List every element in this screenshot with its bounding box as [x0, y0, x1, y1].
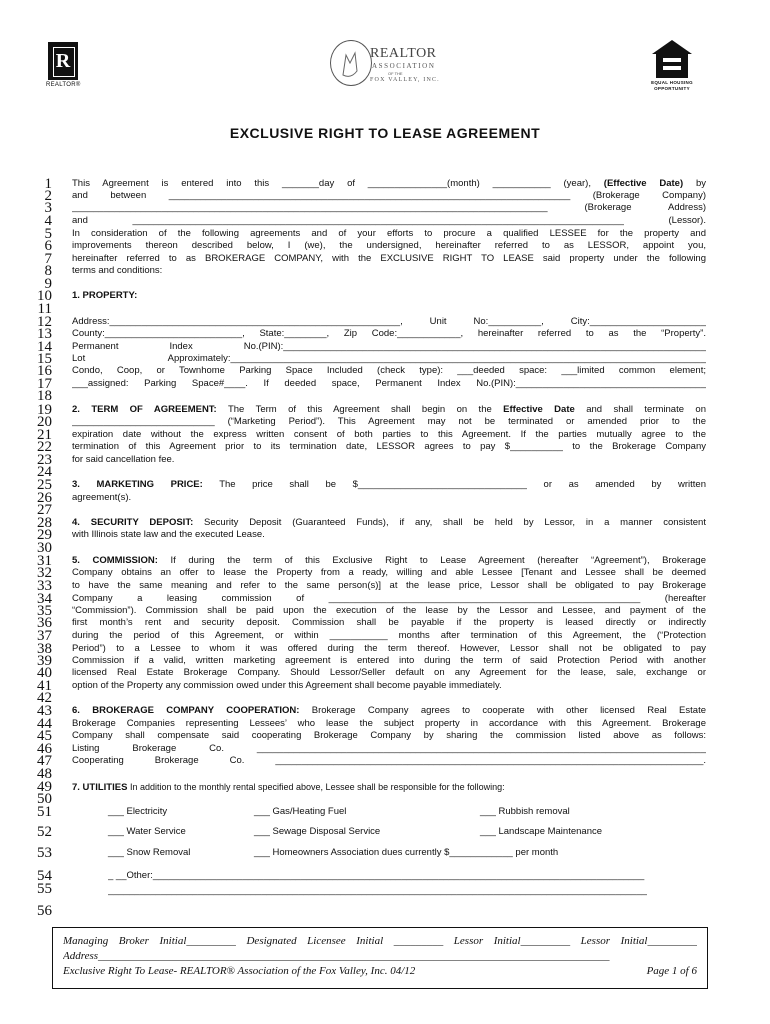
line-6: improvements thereon described below, I (we), the undersigned, hereinafter referred to as LESSOR, appoint you, — [72, 240, 706, 251]
line-1-text: This Agreement is entered into this _______day of _______________(month) ___________ (year), — [72, 178, 604, 189]
line-number: 52 — [37, 824, 52, 840]
section-6-heading: 6. BROKERAGE COMPANY COOPERATION: — [72, 705, 300, 716]
line-15: Lot Approximately:__________________________________________________________________________________________ — [72, 353, 706, 364]
line-number: 16 — [37, 363, 52, 379]
line-number: 3 — [44, 200, 52, 216]
line-number: 38 — [37, 641, 52, 657]
line-number: 30 — [37, 540, 52, 556]
line-number: 37 — [37, 628, 52, 644]
line-49 — [72, 781, 706, 794]
association-line3: OF THE — [388, 71, 403, 76]
line-number: 27 — [37, 502, 52, 518]
line-number: 47 — [37, 753, 52, 769]
line-number: 25 — [37, 477, 52, 493]
realtor-logo — [48, 42, 78, 80]
utility-snow: ___ Snow Removal — [108, 847, 191, 858]
line-35: “Commission”). Commission shall be paid upon the execution of the lease by the Lessor and Lessee, and payment of the — [72, 605, 706, 616]
line-19 — [72, 404, 706, 416]
line-number: 20 — [37, 414, 52, 430]
line-4: and _____________________________________________________________________________________________ (Lessor). — [72, 215, 706, 226]
line-number: 11 — [37, 301, 52, 317]
line-number: 54 — [37, 868, 52, 884]
line-number: 14 — [37, 339, 52, 355]
line-12: Address:_______________________________________________________, Unit No:__________, City:______________________ — [72, 316, 706, 327]
section-2-heading: 2. TERM OF AGREEMENT: — [72, 404, 217, 415]
line-number: 19 — [37, 402, 52, 418]
line-25-text: The price shall be $________________________________ or as amended by written — [202, 479, 706, 490]
line-number: 48 — [37, 766, 52, 782]
utility-electricity: ___ Electricity — [108, 806, 168, 817]
line-40: licensed Real Estate Brokerage Company. Should Lessor/Seller default on any Agreement for the lease, sale, exchange or — [72, 667, 706, 678]
line-number: 18 — [37, 388, 52, 404]
line-28-text: Security Deposit (Guaranteed Funds), if any, shall be held by Lessor, in a manner consistent — [193, 517, 706, 528]
utility-sewage: ___ Sewage Disposal Service — [254, 826, 381, 837]
utility-other-line2: ______________________________________________________________________________________________________ — [108, 885, 647, 896]
line-number: 36 — [37, 615, 52, 631]
line-47: Cooperating Brokerage Co. _________________________________________________________________________________. — [72, 755, 706, 766]
footer-address: Address_____________________________________________________________________________________________ — [63, 950, 610, 962]
line-number: 33 — [37, 578, 52, 594]
line-41: option of the Property any commission owed under this Agreement shall become payable immediately. — [72, 680, 502, 691]
line-number: 6 — [44, 238, 52, 254]
line-44: Brokerage Companies representing Lessees’ who lease the subject property in accordance with this Agreement. Brokerage — [72, 718, 706, 729]
line-number: 12 — [37, 314, 52, 330]
line-22: termination of this Agreement prior to its termination date, LESSOR agrees to pay $__________ to the Brokerage Company — [72, 441, 706, 452]
line-1-end: by — [683, 178, 706, 189]
association-logo — [330, 40, 480, 90]
line-45: Company shall compensate said cooperating Brokerage Company by sharing the commission listed above as follows: — [72, 730, 706, 741]
line-31 — [72, 555, 706, 567]
line-number: 32 — [37, 565, 52, 581]
line-number: 46 — [37, 741, 52, 757]
equal-housing-caption-2: OPPORTUNITY — [654, 86, 690, 91]
line-number: 4 — [44, 213, 52, 229]
line-16: Condo, Coop, or Townhome Parking Space Included (check type): ___deeded space: ___limited common element; — [72, 365, 706, 376]
line-number: 15 — [37, 351, 52, 367]
line-number: 23 — [37, 452, 52, 468]
section-1-heading: 1. PROPERTY: — [72, 290, 138, 301]
equal-housing-caption-1: EQUAL HOUSING — [651, 80, 693, 85]
line-number: 34 — [37, 591, 52, 607]
line-32: Company obtains an offer to lease the Property from a ready, willing and able Lessee [Tenant and Lessee shall be deemed — [72, 567, 706, 578]
utility-water: ___ Water Service — [108, 826, 186, 837]
line-number: 1 — [44, 176, 52, 192]
line-49-text: In addition to the monthly rental specified above, Lessee shall be responsible for the following: — [127, 782, 505, 792]
line-23: for said cancellation fee. — [72, 454, 175, 465]
line-21: expiration date without the express written consent of both parties to this Agreement. If the parties mutually agree to the — [72, 429, 706, 440]
line-number: 44 — [37, 716, 52, 732]
line-29: with Illinois state law and the executed Lease. — [72, 529, 265, 540]
line-number: 56 — [37, 903, 52, 919]
footer-page-number: Page 1 of 6 — [646, 965, 697, 977]
line-5: In consideration of the following agreements and of your efforts to procure a qualified LESSEE for the property and — [72, 228, 706, 239]
equal-housing-icon — [650, 38, 694, 80]
line-number: 42 — [37, 690, 52, 706]
line-28 — [72, 517, 706, 529]
line-number: 49 — [37, 779, 52, 795]
line-19-text: The Term of this Agreement shall begin on the — [216, 404, 504, 415]
line-number: 28 — [37, 515, 52, 531]
footer-initials: Managing Broker Initial_________ Designated Licensee Initial _________ Lessor Initial_________ Lessor Initial_________ — [63, 935, 697, 947]
line-number: 10 — [37, 288, 52, 304]
line-31-text: If during the term of this Exclusive Right to Lease Agreement (hereafter “Agreement”), Brokerage — [157, 555, 706, 566]
line-number: 24 — [37, 464, 52, 480]
line-number: 51 — [37, 804, 52, 820]
realtor-logo-letter: R — [55, 50, 71, 72]
line-26: agreement(s). — [72, 492, 132, 503]
realtor-caption: REALTOR® — [46, 82, 81, 88]
line-number: 50 — [37, 791, 52, 807]
section-3-heading: 3. MARKETING PRICE: — [72, 479, 203, 490]
line-number: 8 — [44, 263, 52, 279]
utility-rubbish: ___ Rubbish removal — [480, 806, 570, 817]
utility-gas: ___ Gas/Heating Fuel — [254, 806, 347, 817]
line-number: 13 — [37, 326, 52, 342]
section-7-heading: 7. UTILITIES — [72, 782, 128, 793]
line-17: ___assigned: Parking Space#____. If deeded space, Permanent Index No.(PIN):____________________________________ — [72, 378, 706, 389]
line-number: 55 — [37, 881, 52, 897]
line-14: Permanent Index No.(PIN):________________________________________________________________________________ — [72, 341, 706, 352]
line-43-text: Brokerage Company agrees to cooperate with other licensed Real Estate — [299, 705, 706, 716]
line-19-end: and shall terminate on — [574, 404, 706, 415]
line-8: terms and conditions: — [72, 265, 163, 276]
line-number: 45 — [37, 728, 52, 744]
line-number: 53 — [37, 845, 52, 861]
line-34: Company a leasing commission of ___________________________________________________________ (hereafter — [72, 593, 706, 604]
section-5-heading: 5. COMMISSION: — [72, 555, 158, 566]
fox-icon — [330, 40, 372, 86]
footer-box — [52, 927, 708, 989]
line-20: ___________________________ (“Marketing Period”). This Agreement may not be terminated or amended prior to the — [72, 416, 706, 427]
line-37: during the period of this Agreement, or within ___________ months after termination of this Agreement, the (“Protection — [72, 630, 706, 641]
line-number: 5 — [44, 226, 52, 242]
effective-date-label: (Effective Date) — [603, 178, 684, 189]
footer-form-name: Exclusive Right To Lease- REALTOR® Association of the Fox Valley, Inc. 04/12 — [63, 965, 416, 977]
line-13: County:__________________________, State:________, Zip Code:____________, hereinafter referred to as the “Property”. — [72, 328, 706, 339]
line-number: 39 — [37, 653, 52, 669]
line-number: 43 — [37, 703, 52, 719]
line-39: Commission if a valid, written marketing agreement is entered into during the term of said Protection Period with another — [72, 655, 706, 666]
page-title: EXCLUSIVE RIGHT TO LEASE AGREEMENT — [229, 125, 541, 141]
line-number: 29 — [37, 527, 52, 543]
line-number: 41 — [37, 678, 52, 694]
line-43 — [72, 705, 706, 717]
line-number: 17 — [37, 376, 52, 392]
line-25 — [72, 479, 706, 491]
utility-hoa: ___ Homeowners Association dues currently $____________ per month — [254, 847, 559, 858]
line-number: 22 — [37, 439, 52, 455]
line-2: and between ____________________________________________________________________________ (Brokerage Company) — [72, 190, 706, 201]
utility-other: _ __Other:_____________________________________________________________________________________________ — [108, 870, 645, 881]
line-7: hereinafter referred to as BROKERAGE COMPANY, with the EXCLUSIVE RIGHT TO LEASE said property under the following — [72, 253, 706, 264]
line-number: 9 — [44, 276, 52, 292]
line-number: 7 — [44, 251, 52, 267]
effective-date-ref: Effective Date — [503, 404, 575, 415]
line-46: Listing Brokerage Co. _____________________________________________________________________________________ — [72, 743, 706, 754]
section-4-heading: 4. SECURITY DEPOSIT: — [72, 517, 194, 528]
association-line1: REALTOR — [370, 46, 437, 61]
equal-housing-caption — [646, 80, 698, 92]
line-number: 21 — [37, 427, 52, 443]
line-36: first month’s rent and security deposit. Commission shall be payable if the property is leased directly or indirectly — [72, 617, 706, 628]
line-38: Period”) to a Lessee to whom it was offered during the term thereof. However, Lessor shall not be obligated to pay — [72, 643, 706, 654]
line-number: 40 — [37, 665, 52, 681]
line-33: to have the same meaning and refer to the same person(s)] at the lease price, Lessor shall be obligated to pay Brokerage — [72, 580, 706, 591]
line-number: 26 — [37, 490, 52, 506]
line-number: 2 — [44, 188, 52, 204]
line-1 — [72, 178, 706, 190]
association-line2: ASSOCIATION — [372, 62, 436, 70]
line-3: __________________________________________________________________________________________ (Brokerage Address) — [72, 202, 706, 213]
utility-landscape: ___ Landscape Maintenance — [480, 826, 603, 837]
line-number: 31 — [37, 553, 52, 569]
line-number: 35 — [37, 603, 52, 619]
association-line4: FOX VALLEY, INC. — [370, 77, 440, 83]
